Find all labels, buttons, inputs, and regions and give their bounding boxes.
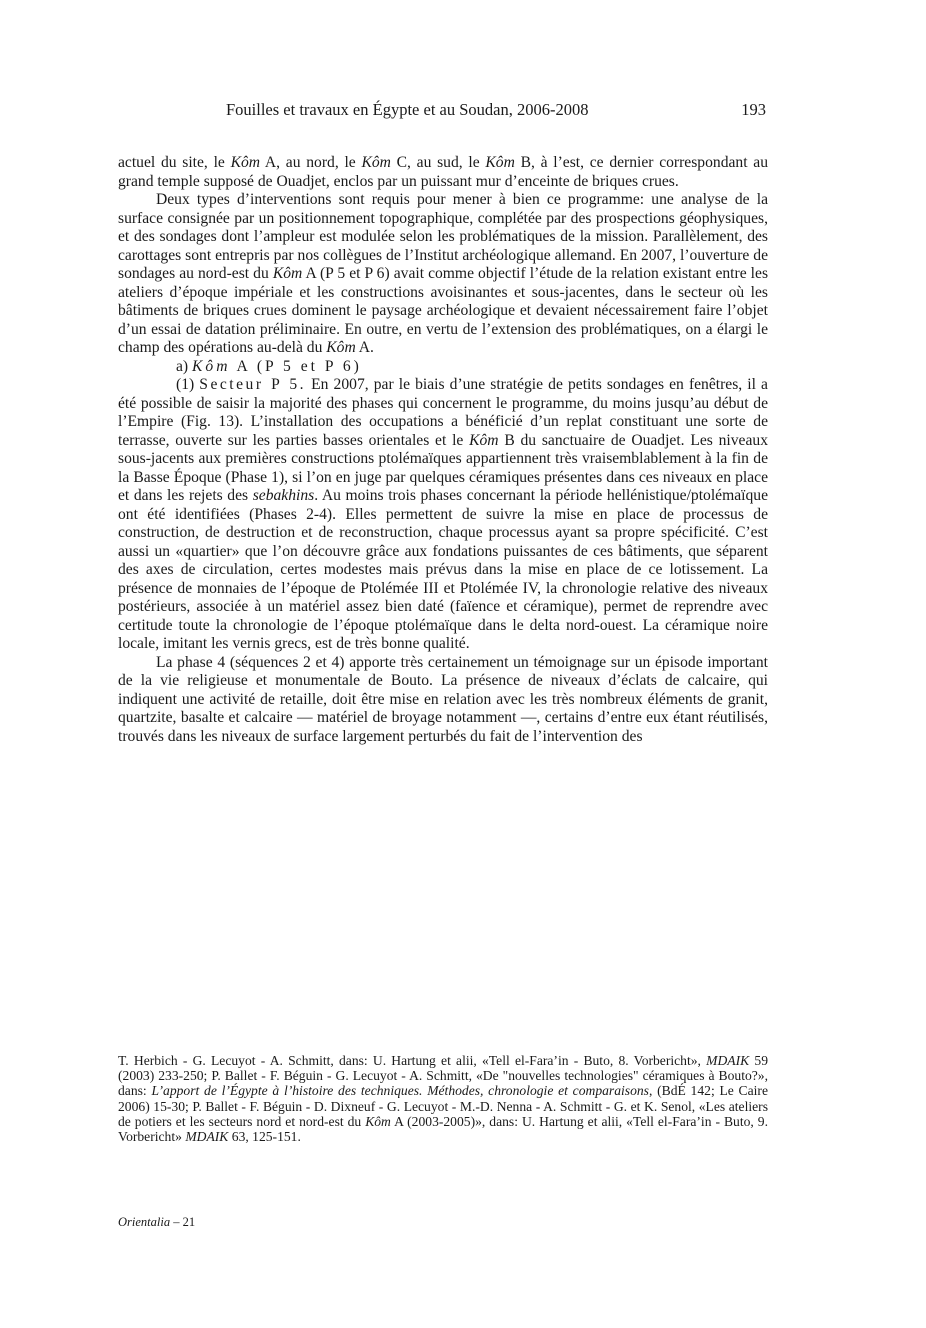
body-text [118, 154, 768, 746]
paragraph-3: (1) Secteur P 5. En 2007, par le biais d’une stratégie de petits sondages en fenêtres, il a été possible de saisir la majorité des phases qui concernent le programme, du moins jusqu’au début de l’Empire (Fig. 13). L’installation des occupations a bénéficié d’un replat constituant une sorte de terrasse, ouverte sur les parties basses orientales et le Kôm B du sanctuaire de Ouadjet. Les niveaux sous-jacents aux premières constructions ptolémaïques appartiennent très vraisemblablement à la fin de la Basse Époque (Phase 1), si l’on en juge par quelques céramiques présentes dans ces niveaux en place et dans les rejets des sebakhins. Au moins trois phases concernant la période hellénistique/ptolémaïque ont été identifiées (Phases 2-4). Elles permettent de suivre la mise en place de processus de construction, de destruction et de reconstruction, chaque processus ayant sa propre spécificité. C’est aussi un «quartier» que l’on découvre grâce aux fondations puissantes de ces bâtiments, que séparent des axes de circulation, certes modestes mais prévus dans la mise en place de ce lotissement. La présence de monnaies de l’époque de Ptolémée III et Ptolémée IV, la chronologie relative des niveaux postérieurs, associée à un matériel assez bien daté (faïence et céramique), permet de reprendre avec certitude toute la chronologie de l’époque ptolémaïque dans le delta nord-ouest. La céramique noire locale, imitant les vernis grecs, est de très bonne qualité. [118, 376, 768, 652]
journal-name: Orientalia [118, 1215, 171, 1229]
paragraph-1: actuel du site, le Kôm A, au nord, le Kôm C, au sud, le Kôm B, à l’est, ce dernier correspondant au grand temple supposé de Ouadjet, enclos par un puissant mur d’enceinte de briques crues. [118, 154, 768, 190]
signature-number: – 21 [170, 1215, 196, 1229]
section-heading-kom-a: a) Kôm A (P 5 et P 6) [176, 357, 362, 375]
paragraph-2: Deux types d’interventions sont requis pour mener à bien ce programme: une analyse de la surface consignée par un positionnement topographique, complétée par des prospections géophysiques, et des sondages dont l’ampleur est modulée selon les problématiques de la mission. Parallèlement, des carottages sont entrepris par nos collègues de l’Institut archéologique allemand. En 2007, l’ouverture de sondages au nord-est du Kôm A (P 5 et P 6) avait comme objectif l’étude de la relation existant entre les ateliers d’époque impériale et les constructions avoisinantes et sous-jacentes, dans le secteur où les bâtiments de briques crues dominent le paysage archéologique et devaient nécessairement faire l’objet d’un essai de datation préliminaire. En outre, en vertu de l’extension des problématiques, on a élargi le champ des opérations au-delà du Kôm A. [118, 191, 769, 356]
page-footer [118, 1215, 195, 1230]
page-number: 193 [741, 100, 766, 119]
paragraph-4: La phase 4 (séquences 2 et 4) apporte très certainement un témoignage sur un épisode important de la vie religieuse et monumentale de Bouto. La présence de niveaux d’éclats de calcaire, qui indiquent une activité de retaille, doit être mise en relation avec les très nombreux éléments de granit, quartzite, basalte et calcaire — matériel de broyage notamment —, certains d’entre eux étant réutilisés, trouvés dans les niveaux de surface largement perturbés du fait de l’intervention des [118, 653, 768, 745]
page-header [118, 100, 768, 124]
running-title: Fouilles et travaux en Égypte et au Soudan, 2006-2008 [226, 100, 589, 119]
sector-label: Secteur P 5. [199, 376, 307, 393]
footnote: T. Herbich - G. Lecuyot - A. Schmitt, dans: U. Hartung et alii, «Tell el-Fara’in - Buto, 8. Vorbericht», MDAIK 59 (2003) 233-250; P. Ballet - F. Béguin - G. Lecuyot - A. Schmitt, «De "nouvelles technologies" céramiques à Bouto?», dans: L’apport de l’Égypte à l’histoire des techniques. Méthodes, chronologie et comparaisons, (BdÉ 142; Le Caire 2006) 15-30; P. Ballet - F. Béguin - D. Dixneuf - G. Lecuyot - M.-D. Nenna - A. Schmitt - G. et K. Senol, «Les ateliers de potiers et les secteurs nord et nord-est du Kôm A (2003-2005)», dans: U. Hartung et alii, «Tell el-Fara’in - Buto, 9. Vorbericht» MDAIK 63, 125-151. [118, 1053, 768, 1145]
